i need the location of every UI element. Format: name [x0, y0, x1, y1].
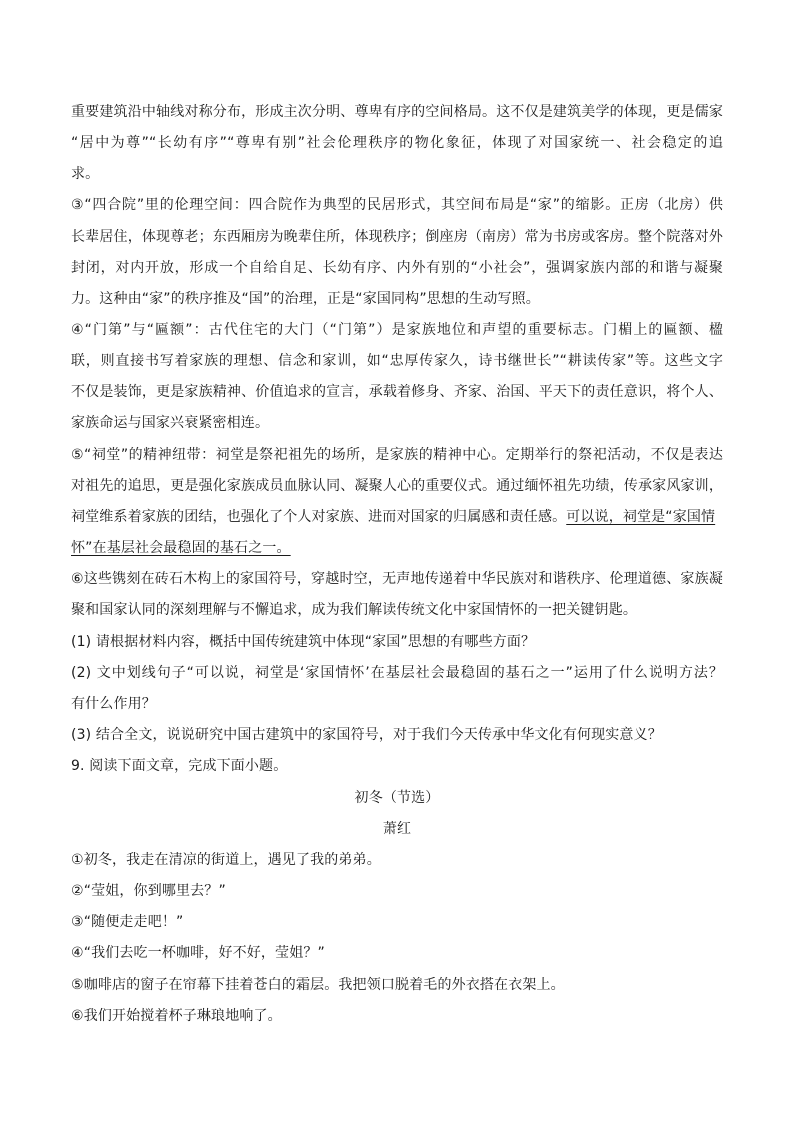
article-line: ⑥我们开始搅着杯子琳琅地响了。 [71, 1008, 282, 1024]
paragraph-line: ⑤“祠堂”的精神纽带：祠堂是祭祀祖先的场所，是家族的精神中心。定期举行的祭祀活动，不仅是表达 [71, 447, 723, 463]
paragraph-line: 长辈居住，体现尊老；东西厢房为晚辈住所，体现秩序；倒座房（南房）常为书房或客房。整个院落对外 [71, 229, 723, 245]
underlined-sentence: 怀”在基层社会最稳固的基石之一。 [71, 540, 291, 556]
article-line: ④“我们去吃一杯咖啡，好不好，莹姐？” [71, 945, 325, 961]
paragraph-line: “居中为尊”“长幼有序”“尊卑有别”社会伦理秩序的物化象征，体现了对国家统一、社会稳定的追 [71, 135, 723, 151]
paragraph-line: 求。 [71, 166, 100, 182]
paragraph-line: 家族命运与国家兴衰紧密相连。 [71, 415, 270, 431]
paragraph-line: 封闭，对内开放，形成一个自给自足、长幼有序、内外有别的“小社会”，强调家族内部的和谐与凝聚 [71, 260, 723, 276]
article-line: ③“随便走走吧！” [71, 914, 184, 930]
question-2: (2) 文中划线句子“可以说，祠堂是‘家国情怀’在基层社会最稳固的基石之一”运用了什么说明方法？ [71, 665, 723, 681]
paragraph-line: 对祖先的追思，更是强化家族成员血脉认同、凝聚人心的重要仪式。通过缅怀祖先功绩，传承家风家训， [71, 478, 723, 494]
article-author: 萧红 [382, 821, 412, 837]
article-line: ⑤咖啡店的窗子在帘幕下挂着苍白的霜层。我把领口脱着毛的外衣搭在衣架上。 [71, 977, 565, 993]
paragraph-line: ⑥这些镌刻在砖石木构上的家国符号，穿越时空，无声地传递着中华民族对和谐秩序、伦理道德、家族凝 [71, 571, 723, 587]
section-intro: 9. 阅读下面文章，完成下面小题。 [71, 758, 288, 774]
article-line: ②“莹姐，你到哪里去？” [71, 883, 226, 899]
article-title: 初冬（节选） [354, 790, 440, 806]
paragraph-line: ③“四合院”里的伦理空间：四合院作为典型的民居形式，其空间布局是“家”的缩影。正房（北房）供 [71, 197, 723, 213]
article-line: ①初冬，我走在清凉的街道上，遇见了我的弟弟。 [71, 852, 381, 868]
paragraph-line: ④“门第”与“匾额”：古代住宅的大门（“门第”）是家族地位和声望的重要标志。门楣上的匾额、楹 [71, 322, 723, 338]
paragraph-line: 联，则直接书写着家族的理想、信念和家训，如“忠厚传家久，诗书继世长”“耕读传家”等。这些文字 [71, 353, 723, 369]
question-2-continued: 有什么作用？ [71, 696, 156, 712]
question-1: (1) 请根据材料内容，概括中国传统建筑中体现“家国”思想的有哪些方面？ [71, 634, 536, 650]
paragraph-text: 祠堂维系着家族的团结，也强化了个人对家族、进而对国家的归属感和责任感。 [71, 509, 567, 525]
paragraph-line: 不仅是装饰，更是家族精神、价值追求的宣言，承载着修身、齐家、治国、平天下的责任意识，将个人、 [71, 384, 723, 400]
paragraph-line [71, 508, 723, 526]
paragraph-line: 重要建筑沿中轴线对称分布，形成主次分明、尊卑有序的空间格局。这不仅是建筑美学的体现，更是儒家 [71, 104, 723, 120]
question-3: (3) 结合全文，说说研究中国古建筑中的家国符号，对于我们今天传承中华文化有何现实意义？ [71, 727, 662, 743]
paragraph-line: 聚和国家认同的深刻理解与不懈追求，成为我们解读传统文化中家国情怀的一把关键钥匙。 [71, 602, 637, 618]
paragraph-line [71, 539, 723, 557]
paragraph-line: 力。这种由“家”的秩序推及“国”的治理，正是“家国同构”思想的生动写照。 [71, 291, 540, 307]
underlined-sentence: 可以说，祠堂是“家国情 [566, 509, 716, 525]
